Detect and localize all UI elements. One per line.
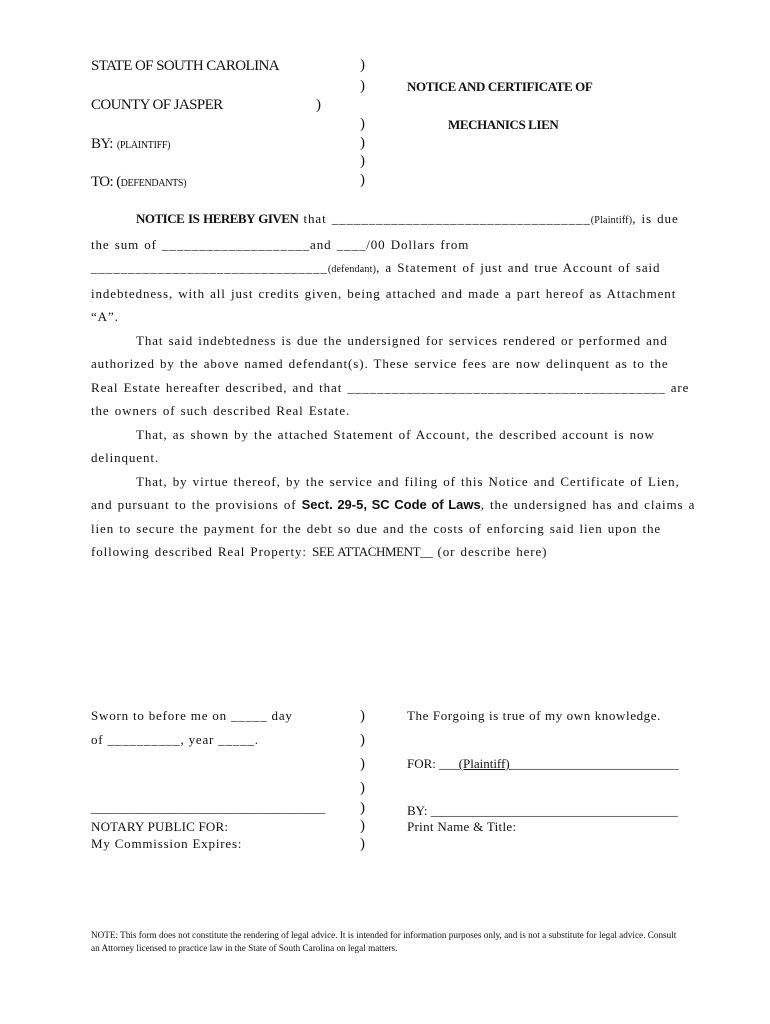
caption-paren: ) [360,57,365,73]
notice-lead: NOTICE IS HEREBY GIVEN [136,211,299,226]
print-name-title: Print Name & Title: [407,819,517,834]
notice-text-c: , a Statement of just and true Account of said indebtedness, with all just credits given, being attached and made a part hereof as Attachment “A”. [91,260,677,324]
notice-text-a: that ___________________________________ [298,211,591,226]
caption-paren: ) [316,97,321,113]
caption-to [91,173,186,191]
signature-paren: ) [360,756,365,772]
caption-paren: ) [360,172,365,188]
lien-text-a: That, by virtue thereof, by the service and filing of this Notice and Certificate of Lien, and pursuant to the provisions of [91,473,680,512]
notice-defendant: (defendant) [327,264,377,275]
for-label: FOR: ___ [407,756,459,771]
notary-label: NOTARY PUBLIC FOR: [91,819,229,834]
of-year-line: of __________, year _____. [91,732,259,747]
caption-by [91,135,170,153]
signature-paren: ) [360,708,365,724]
caption-paren: ) [360,153,365,169]
notice-plaintiff: (Plaintiff) [590,215,633,226]
paragraph-delinquent: That, as shown by the attached Statement of Account, the described account is now delinquent. [91,426,655,465]
signature-paren: ) [360,800,365,816]
paragraph-notice [91,207,701,329]
forgoing-statement: The Forgoing is true of my own knowledge. [407,708,661,723]
caption-paren: ) [360,116,365,132]
caption-to-party: DEFENDANTS) [120,178,187,189]
commission-expires: My Commission Expires: [91,836,243,851]
caption-paren: ) [360,135,365,151]
attachment-reference: SEE ATTACHMENT__ [312,544,433,559]
caption-paren: ) [360,78,365,94]
signature-paren: ) [360,732,365,748]
for-line: __________________________ [509,756,679,771]
notary-signature-line: ____________________________________ [91,800,325,815]
caption-to-label: TO: ( [91,174,121,190]
caption-by-label: BY: [91,136,113,152]
paragraph-indebtedness: That said indebtedness is due the undersigned for services rendered or performed and authorized by the above named defendant(s). These service fees are now delinquent as to the Real Estate hereafter described, and that ___________________________________________ are the owners of such described Real Estate. [91,332,690,418]
paragraph-lien [91,470,701,564]
signature-paren: ) [360,780,365,796]
lien-text-c: (or describe here) [432,544,548,559]
caption-by-party: (PLAINTIFF) [116,140,171,151]
caption-county: COUNTY OF JASPER [91,97,223,113]
document-title-line2: MECHANICS LIEN [448,117,559,132]
signature-paren: ) [360,818,365,834]
by-signature-line: BY: ______________________________________ [407,803,678,818]
for-plaintiff: (Plaintiff) [458,756,510,771]
code-reference: Sect. 29-5, SC Code of Laws [301,497,481,512]
legal-disclaimer-note: NOTE: This form does not constitute the rendering of legal advice. It is intended for information purposes only, and is not a substitute for legal advice. Consult an Attorney licensed to practice law in the State of South Carolina on legal matters. [91,930,677,953]
for-plaintiff-line [407,756,679,772]
lien-text-b: , the undersigned has and claims a lien to secure the payment for the debt so due and the costs of enforcing said lien upon the following described Real Property: [91,497,696,559]
sworn-line: Sworn to before me on _____ day [91,708,293,723]
notice-body [91,207,701,564]
document-title-line1: NOTICE AND CERTIFICATE OF [407,79,593,94]
caption-state: STATE OF SOUTH CAROLINA [91,58,279,74]
signature-paren: ) [360,836,365,852]
notice-text-b: , is due the sum of ____________________and ____/00 Dollars from ________________________________ [91,211,679,275]
